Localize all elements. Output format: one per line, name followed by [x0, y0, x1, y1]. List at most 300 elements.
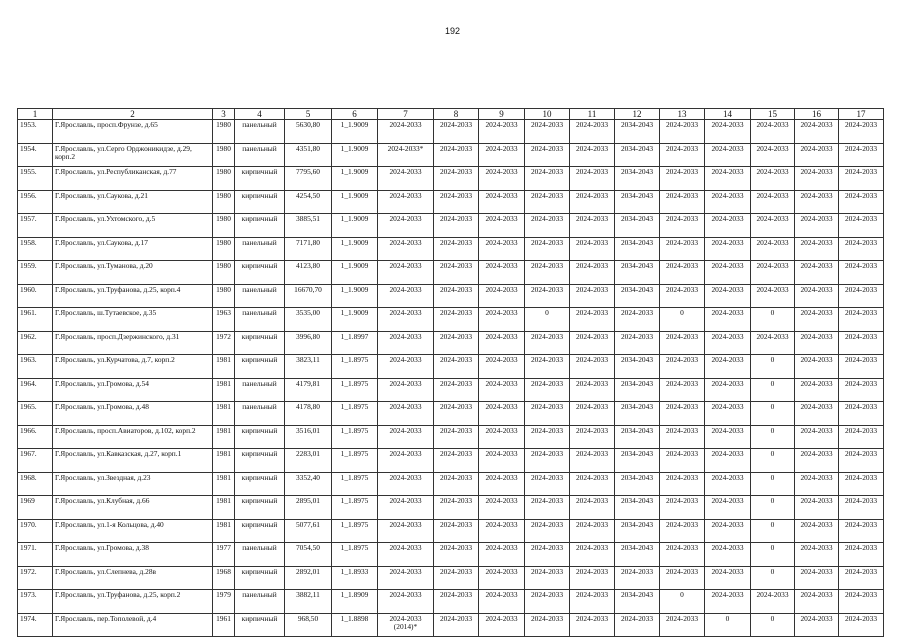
address-cell: Г.Ярославль, просп.Авиаторов, д.102, корп.2: [53, 425, 213, 449]
table-cell: 2024-2033: [378, 378, 434, 402]
table-cell: кирпичный: [235, 449, 285, 473]
table-cell: 0: [660, 308, 705, 332]
address-cell: Г.Ярославль, ул.Громова, д.54: [53, 378, 213, 402]
table-cell: 2024-2033: [660, 120, 705, 144]
table-cell: 2024-2033: [570, 449, 615, 473]
table-cell: 2024-2033: [479, 331, 525, 355]
table-cell: 0: [751, 402, 795, 426]
table-cell: панельный: [235, 308, 285, 332]
table-cell: 1981: [213, 402, 235, 426]
column-number: 15: [751, 109, 795, 120]
table-row: [18, 449, 884, 473]
table-cell: 2024-2033: [525, 331, 570, 355]
address-cell: Г.Ярославль, ул.Серго Орджоникидзе, д.29, корп.2: [53, 143, 213, 167]
address-cell: Г.Ярославль, ул.Ухтомского, д.5: [53, 214, 213, 238]
table-cell: 0: [705, 613, 751, 637]
column-number: 2: [53, 109, 213, 120]
row-number-cell: 1972.: [18, 566, 53, 590]
table-cell: 2024-2033: [660, 425, 705, 449]
table-cell: 2024-2033: [434, 331, 479, 355]
table-cell: 2034-2043: [615, 519, 660, 543]
table-cell: панельный: [235, 120, 285, 144]
table-row: [18, 143, 884, 167]
table-cell: 1980: [213, 237, 235, 261]
table-cell: 2024-2033: [705, 543, 751, 567]
table-cell: 1981: [213, 496, 235, 520]
table-cell: 1_1.8975: [332, 355, 378, 379]
table-cell: 2024-2033: [570, 355, 615, 379]
table-cell: 2024-2033: [525, 214, 570, 238]
table-cell: 2024-2033: [795, 120, 839, 144]
housing-repair-schedule-table: [17, 108, 884, 637]
table-cell: 2024-2033: [705, 120, 751, 144]
table-cell: 2024-2033: [795, 496, 839, 520]
table-cell: 1977: [213, 543, 235, 567]
table-cell: 2024-2033: [570, 331, 615, 355]
row-number-cell: 1969: [18, 496, 53, 520]
table-cell: 2892,01: [285, 566, 332, 590]
table-cell: 2034-2043: [615, 355, 660, 379]
table-cell: 2024-2033 (2014)*: [378, 613, 434, 637]
table-cell: 2024-2033: [795, 331, 839, 355]
table-cell: 4178,80: [285, 402, 332, 426]
column-number: 1: [18, 109, 53, 120]
table-cell: 2024-2033: [795, 402, 839, 426]
table-cell: 2024-2033: [434, 378, 479, 402]
table-cell: 2024-2033: [479, 261, 525, 285]
table-cell: 1961: [213, 613, 235, 637]
table-cell: 2024-2033: [479, 449, 525, 473]
table-cell: 2024-2033: [839, 237, 884, 261]
table-cell: 2024-2033: [795, 449, 839, 473]
row-number-cell: 1963.: [18, 355, 53, 379]
table-cell: 1_1.9009: [332, 120, 378, 144]
table-cell: 2024-2033: [839, 284, 884, 308]
address-cell: Г.Ярославль, ул.Курчатова, д.7, корп.2: [53, 355, 213, 379]
table-cell: 2024-2033: [705, 566, 751, 590]
table-cell: 2024-2033: [434, 425, 479, 449]
table-cell: 2024-2033: [570, 143, 615, 167]
table-cell: 2024-2033: [660, 613, 705, 637]
table-cell: 1_1.8975: [332, 519, 378, 543]
table-cell: 2024-2033: [615, 331, 660, 355]
table-cell: 2024-2033: [570, 566, 615, 590]
table-cell: 2024-2033: [705, 261, 751, 285]
table-cell: 2024-2033: [751, 590, 795, 614]
address-cell: Г.Ярославль, просп.Дзержинского, д.31: [53, 331, 213, 355]
table-cell: 2024-2033: [570, 190, 615, 214]
table-cell: 2024-2033: [705, 308, 751, 332]
table-cell: 2024-2033: [795, 167, 839, 191]
table-cell: 2034-2043: [615, 496, 660, 520]
table-cell: 2024-2033: [479, 543, 525, 567]
table-cell: 2024-2033: [705, 167, 751, 191]
table-cell: 3352,40: [285, 472, 332, 496]
table-cell: 2024-2033: [434, 190, 479, 214]
table-cell: 2024-2033: [525, 496, 570, 520]
table-cell: 2024-2033: [795, 378, 839, 402]
table-cell: 0: [751, 496, 795, 520]
table-cell: 1_1.8975: [332, 543, 378, 567]
table-cell: 2034-2043: [615, 190, 660, 214]
column-number: 14: [705, 109, 751, 120]
table-cell: 2024-2033: [378, 214, 434, 238]
table-cell: 2024-2033: [795, 284, 839, 308]
table-cell: 2024-2033: [479, 308, 525, 332]
table-cell: 0: [751, 519, 795, 543]
table-cell: 2024-2033: [525, 519, 570, 543]
table-cell: 3882,11: [285, 590, 332, 614]
table-cell: 7171,80: [285, 237, 332, 261]
table-cell: 0: [525, 308, 570, 332]
table-cell: 2034-2043: [615, 120, 660, 144]
table-cell: 1_1.9009: [332, 237, 378, 261]
table-cell: 1980: [213, 120, 235, 144]
table-cell: 1981: [213, 449, 235, 473]
table-cell: 2024-2033: [570, 378, 615, 402]
table-cell: 2024-2033: [570, 425, 615, 449]
table-cell: 2024-2033: [434, 402, 479, 426]
table-cell: 1968: [213, 566, 235, 590]
column-number: 8: [434, 109, 479, 120]
table-cell: 2034-2043: [615, 143, 660, 167]
address-cell: Г.Ярославль, ул.Звездная, д.23: [53, 472, 213, 496]
table-cell: 968,50: [285, 613, 332, 637]
table-cell: 2024-2033: [378, 449, 434, 473]
table-cell: 2024-2033: [705, 214, 751, 238]
table-cell: 2024-2033: [751, 190, 795, 214]
table-cell: 2024-2033: [525, 284, 570, 308]
table-cell: 2024-2033: [615, 308, 660, 332]
table-cell: 2024-2033: [839, 261, 884, 285]
table-cell: 2024-2033: [570, 519, 615, 543]
table-cell: 2024-2033: [705, 519, 751, 543]
table-cell: 2024-2033: [660, 143, 705, 167]
table-cell: 2024-2033: [615, 613, 660, 637]
table-cell: 1980: [213, 167, 235, 191]
table-cell: 2024-2033: [795, 566, 839, 590]
row-number-cell: 1957.: [18, 214, 53, 238]
column-number: 3: [213, 109, 235, 120]
table-cell: 2024-2033: [434, 261, 479, 285]
table-cell: 2024-2033: [434, 120, 479, 144]
table-cell: 4254,50: [285, 190, 332, 214]
address-cell: Г.Ярославль, пер.Тополевой, д.4: [53, 613, 213, 637]
table-cell: 2024-2033: [378, 308, 434, 332]
row-number-cell: 1962.: [18, 331, 53, 355]
row-number-cell: 1954.: [18, 143, 53, 167]
table-cell: 2024-2033: [525, 190, 570, 214]
table-cell: 2024-2033: [479, 519, 525, 543]
table-cell: 2024-2033: [839, 308, 884, 332]
table-cell: 2024-2033: [705, 449, 751, 473]
table-cell: 2034-2043: [615, 378, 660, 402]
table-cell: 2024-2033: [378, 167, 434, 191]
table-cell: 2024-2033: [525, 167, 570, 191]
table-cell: 2024-2033: [795, 472, 839, 496]
table-cell: 2024-2033: [839, 543, 884, 567]
table-cell: панельный: [235, 402, 285, 426]
table-row: [18, 167, 884, 191]
table-cell: 1_1.9009: [332, 284, 378, 308]
table-cell: 2034-2043: [615, 261, 660, 285]
table-cell: 1972: [213, 331, 235, 355]
table-cell: 1_1.8975: [332, 402, 378, 426]
table-row: [18, 237, 884, 261]
table-cell: 2024-2033: [570, 261, 615, 285]
table-cell: 2024-2033: [795, 143, 839, 167]
address-cell: Г.Ярославль, ул.Труфанова, д.25, корп.2: [53, 590, 213, 614]
table-cell: 2024-2033: [378, 261, 434, 285]
table-cell: 2024-2033: [795, 519, 839, 543]
table-cell: 2024-2033: [795, 590, 839, 614]
address-cell: Г.Ярославль, ул.1-я Кольцова, д.40: [53, 519, 213, 543]
address-cell: Г.Ярославль, ул.Клубная, д.66: [53, 496, 213, 520]
table-cell: 2024-2033: [705, 378, 751, 402]
row-number-cell: 1958.: [18, 237, 53, 261]
table-cell: 2034-2043: [615, 284, 660, 308]
row-number-cell: 1955.: [18, 167, 53, 191]
table-cell: 2024-2033: [705, 355, 751, 379]
table-cell: 3885,51: [285, 214, 332, 238]
table-cell: 0: [751, 449, 795, 473]
table-cell: кирпичный: [235, 519, 285, 543]
table-cell: 3516,01: [285, 425, 332, 449]
table-cell: 2024-2033: [525, 378, 570, 402]
column-number: 16: [795, 109, 839, 120]
table-cell: 2024-2033: [751, 214, 795, 238]
table-cell: 2024-2033: [434, 449, 479, 473]
table-cell: панельный: [235, 590, 285, 614]
table-cell: 4123,80: [285, 261, 332, 285]
table-cell: 2024-2033: [434, 496, 479, 520]
table-cell: панельный: [235, 284, 285, 308]
table-cell: кирпичный: [235, 261, 285, 285]
table-cell: 2024-2033: [705, 284, 751, 308]
table-cell: 2024-2033: [751, 284, 795, 308]
table-cell: 2024-2033: [660, 402, 705, 426]
table-cell: 1_1.8975: [332, 472, 378, 496]
table-cell: 2024-2033: [660, 331, 705, 355]
page-number: 192: [444, 26, 461, 36]
table-cell: 2024-2033: [434, 214, 479, 238]
table-cell: кирпичный: [235, 496, 285, 520]
table-cell: 2024-2033: [434, 543, 479, 567]
table-cell: 2024-2033: [570, 402, 615, 426]
table-cell: 7795,60: [285, 167, 332, 191]
table-cell: 2024-2033: [434, 590, 479, 614]
table-cell: 2024-2033: [660, 566, 705, 590]
table-cell: 2024-2033: [378, 355, 434, 379]
table-cell: кирпичный: [235, 566, 285, 590]
table-cell: кирпичный: [235, 425, 285, 449]
table-row: [18, 308, 884, 332]
address-cell: Г.Ярославль, ул.Саукова, д.21: [53, 190, 213, 214]
table-cell: 1_1.8975: [332, 425, 378, 449]
table-cell: 2024-2033: [839, 120, 884, 144]
table-cell: 2024-2033: [795, 425, 839, 449]
table-cell: 2024-2033: [479, 590, 525, 614]
table-cell: 1_1.9009: [332, 261, 378, 285]
table-cell: 2024-2033: [378, 590, 434, 614]
table-cell: 2024-2033: [705, 143, 751, 167]
table-cell: 2024-2033: [570, 543, 615, 567]
table-cell: 2034-2043: [615, 214, 660, 238]
table-cell: 1_1.8975: [332, 496, 378, 520]
table-cell: 0: [660, 590, 705, 614]
table-cell: 1_1.8909: [332, 590, 378, 614]
table-row: [18, 519, 884, 543]
address-cell: Г.Ярославль, ул.Труфанова, д.25, корп.4: [53, 284, 213, 308]
table-cell: 2024-2033: [434, 472, 479, 496]
column-number: 9: [479, 109, 525, 120]
table-cell: 2024-2033: [570, 167, 615, 191]
table-cell: 2024-2033: [570, 284, 615, 308]
table-cell: 0: [751, 308, 795, 332]
row-number-cell: 1961.: [18, 308, 53, 332]
table-cell: 2024-2033: [525, 402, 570, 426]
table-cell: 2024-2033: [839, 496, 884, 520]
table-cell: 2024-2033: [525, 472, 570, 496]
table-cell: 2024-2033: [615, 566, 660, 590]
table-cell: 2024-2033: [705, 472, 751, 496]
table-cell: 2024-2033: [795, 543, 839, 567]
table-cell: 2024-2033: [525, 425, 570, 449]
table-cell: 2024-2033: [479, 190, 525, 214]
table-cell: 2024-2033: [839, 378, 884, 402]
row-number-cell: 1970.: [18, 519, 53, 543]
table-cell: 0: [751, 613, 795, 637]
table-cell: 4351,80: [285, 143, 332, 167]
table-cell: 1_1.8933: [332, 566, 378, 590]
column-number: 6: [332, 109, 378, 120]
table-row: [18, 543, 884, 567]
address-cell: Г.Ярославль, ул.Кавказская, д.27, корп.1: [53, 449, 213, 473]
table-cell: 2024-2033: [378, 237, 434, 261]
table-cell: 2024-2033: [705, 190, 751, 214]
address-cell: Г.Ярославль, ул.Республиканская, д.77: [53, 167, 213, 191]
table-cell: 5630,80: [285, 120, 332, 144]
table-cell: панельный: [235, 378, 285, 402]
table-cell: 2024-2033: [434, 237, 479, 261]
table-cell: 2024-2033: [378, 519, 434, 543]
table-cell: 2024-2033: [378, 402, 434, 426]
table-row: [18, 261, 884, 285]
table-cell: 2895,01: [285, 496, 332, 520]
table-cell: 2024-2033: [795, 237, 839, 261]
table-cell: 2024-2033: [378, 472, 434, 496]
table-cell: 2024-2033: [751, 261, 795, 285]
table-cell: 2024-2033: [479, 496, 525, 520]
table-cell: 16670,70: [285, 284, 332, 308]
table-cell: 2024-2033: [479, 143, 525, 167]
table-cell: 2024-2033: [434, 613, 479, 637]
table-cell: 2024-2033: [525, 355, 570, 379]
table-cell: 2024-2033: [378, 496, 434, 520]
table-cell: 2024-2033: [479, 237, 525, 261]
table-cell: 2024-2033: [839, 590, 884, 614]
table-cell: 2024-2033: [434, 284, 479, 308]
address-cell: Г.Ярославль, ул.Громова, д.38: [53, 543, 213, 567]
table-cell: 2024-2033: [839, 566, 884, 590]
table-cell: 2024-2033: [839, 519, 884, 543]
table-cell: 2024-2033: [660, 214, 705, 238]
row-number-cell: 1967.: [18, 449, 53, 473]
column-number-row: [18, 109, 884, 120]
table-cell: панельный: [235, 143, 285, 167]
table-cell: 2024-2033: [839, 143, 884, 167]
table-row: [18, 120, 884, 144]
table-cell: 2283,01: [285, 449, 332, 473]
table-cell: 2024-2033: [378, 566, 434, 590]
table-cell: 2024-2033: [525, 449, 570, 473]
table-cell: 2024-2033: [660, 261, 705, 285]
table-cell: 2024-2033: [839, 449, 884, 473]
table-cell: кирпичный: [235, 472, 285, 496]
table-cell: 2024-2033: [479, 214, 525, 238]
table-cell: 1979: [213, 590, 235, 614]
table-cell: панельный: [235, 237, 285, 261]
row-number-cell: 1959.: [18, 261, 53, 285]
table-cell: 2024-2033: [479, 425, 525, 449]
table-cell: 2024-2033: [479, 167, 525, 191]
table-cell: 2034-2043: [615, 449, 660, 473]
table-cell: 2024-2033: [479, 402, 525, 426]
address-cell: Г.Ярославль, ул.Громова, д.48: [53, 402, 213, 426]
table-cell: 2024-2033: [751, 237, 795, 261]
table-cell: 2024-2033: [839, 472, 884, 496]
table-row: [18, 613, 884, 637]
table-cell: 2024-2033: [705, 425, 751, 449]
table-cell: 2024-2033: [378, 120, 434, 144]
table-row: [18, 472, 884, 496]
table-cell: 2034-2043: [615, 402, 660, 426]
table-cell: 2024-2033: [795, 261, 839, 285]
table-cell: 5077,61: [285, 519, 332, 543]
table-cell: 2024-2033: [479, 613, 525, 637]
table-cell: панельный: [235, 543, 285, 567]
table-cell: кирпичный: [235, 613, 285, 637]
column-number: 11: [570, 109, 615, 120]
table-cell: 2024-2033: [525, 143, 570, 167]
table-cell: кирпичный: [235, 214, 285, 238]
table-cell: 4179,81: [285, 378, 332, 402]
table-cell: 2024-2033: [479, 378, 525, 402]
table-cell: 2024-2033: [705, 237, 751, 261]
table-cell: 2024-2033: [660, 519, 705, 543]
table-cell: 1980: [213, 261, 235, 285]
table-cell: 2024-2033: [705, 496, 751, 520]
table-cell: 3823,11: [285, 355, 332, 379]
table-cell: 2024-2033: [434, 355, 479, 379]
row-number-cell: 1973.: [18, 590, 53, 614]
column-number: 5: [285, 109, 332, 120]
table-row: [18, 566, 884, 590]
table-cell: кирпичный: [235, 331, 285, 355]
table-cell: 2024-2033: [525, 590, 570, 614]
table-cell: 2024-2033: [378, 190, 434, 214]
table-cell: 2024-2033: [751, 120, 795, 144]
table-cell: 3996,80: [285, 331, 332, 355]
table-cell: 2024-2033: [660, 543, 705, 567]
table-cell: 2024-2033: [660, 284, 705, 308]
column-number: 13: [660, 109, 705, 120]
table-cell: 2034-2043: [615, 167, 660, 191]
address-cell: Г.Ярославль, просп.Фрунзе, д.65: [53, 120, 213, 144]
table-cell: 2024-2033: [795, 308, 839, 332]
table-cell: 2024-2033: [378, 543, 434, 567]
table-cell: 2024-2033: [434, 519, 479, 543]
